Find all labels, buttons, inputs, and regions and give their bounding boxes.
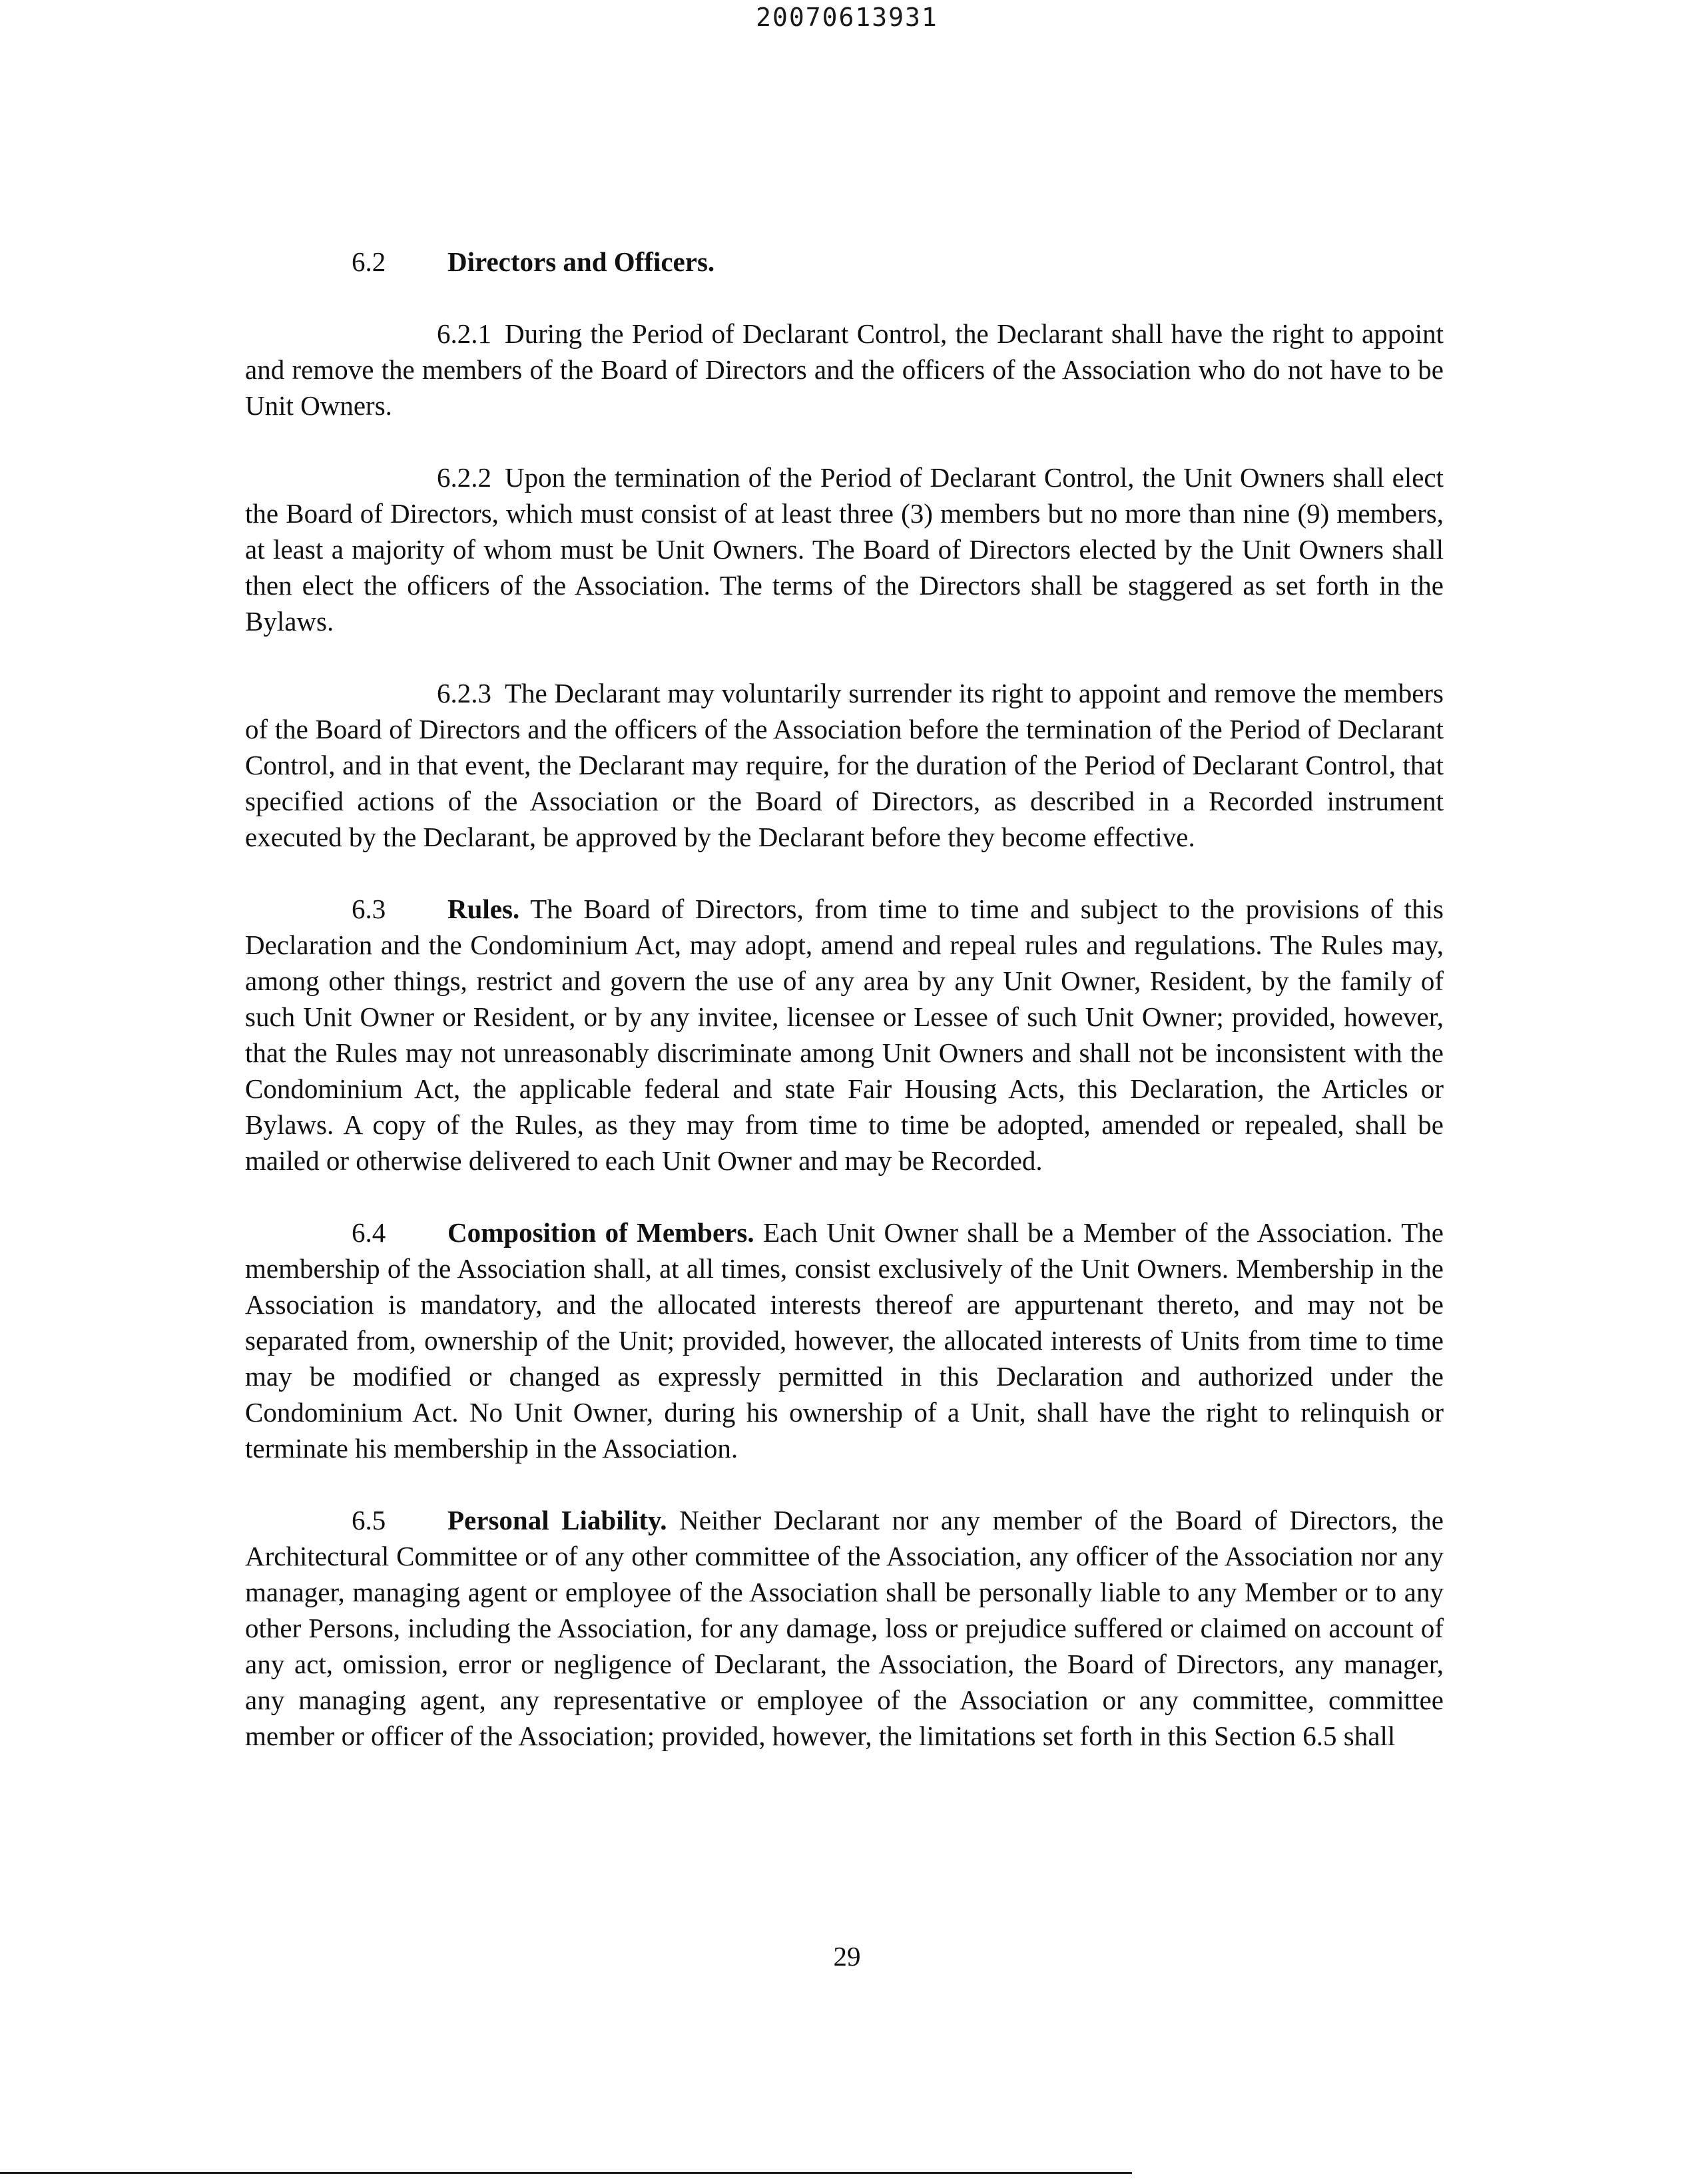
subsection-number: 6.2.2 <box>437 462 491 493</box>
section-number: 6.5 <box>352 1505 386 1535</box>
section-number: 6.3 <box>352 894 386 924</box>
section-number: 6.2 <box>352 246 386 277</box>
section-number: 6.4 <box>352 1217 386 1248</box>
subsection-text: The Declarant may voluntarily surrender its right to appoint and remove the members of the Board of Directors and the officers of the Association before the termination of the Period of Declarant Control, and in that event, the Declarant may require, for the duration of the Period of Declarant Control, that specified actions of the Association or the Board of Directors, as described in a Recorded instrument executed by the Declarant, be approved by the Declarant before they become effective. <box>245 678 1444 852</box>
section-6-3 <box>245 891 1444 1179</box>
bottom-rule <box>0 2172 1132 2174</box>
subsection-6-2-3 <box>245 675 1444 855</box>
section-6-5 <box>245 1502 1444 1754</box>
section-text: Each Unit Owner shall be a Member of the Association. The membership of the Association shall, at all times, consist exclusively of the Unit Owners. Membership in the Association is mandatory, and the allocated interests thereof are appurtenant thereto, and may not be separated from, ownership of the Unit; provided, however, the allocated interests of Units from time to time may be modified or changed as expressly permitted in this Declaration and authorized under the Condominium Act. No Unit Owner, during his ownership of a Unit, shall have the right to relinquish or terminate his membership in the Association. <box>245 1217 1444 1464</box>
subsection-text: Upon the termination of the Period of Declarant Control, the Unit Owners shall elect the Board of Directors, which must consist of at least three (3) members but no more than nine (9) members, at least a majority of whom must be Unit Owners. The Board of Directors elected by the Unit Owners shall then elect the officers of the Association. The terms of the Directors shall be staggered as set forth in the Bylaws. <box>245 462 1444 637</box>
section-text: The Board of Directors, from time to time and subject to the provisions of this Declaration and the Condominium Act, may adopt, amend and repeal rules and regulations. The Rules may, among other things, restrict and govern the use of any area by any Unit Owner, Resident, by the family of such Unit Owner or Resident, or by any invitee, licensee or Lessee of such Unit Owner; provided, however, that the Rules may not unreasonably discriminate among Unit Owners and shall not be inconsistent with the Condominium Act, the applicable federal and state Fair Housing Acts, this Declaration, the Articles or Bylaws. A copy of the Rules, as they may from time to time be adopted, amended or repealed, shall be mailed or otherwise delivered to each Unit Owner and may be Recorded. <box>245 894 1444 1176</box>
section-text: Neither Declarant nor any member of the Board of Directors, the Architectural Committee or of any other committee of the Association, any officer of the Association nor any manager, managing agent or employee of the Association shall be personally liable to any Member or to any other Persons, including the Association, for any damage, loss or prejudice suffered or claimed on account of any act, omission, error or negligence of Declarant, the Association, the Board of Directors, any manager, any managing agent, any representative or employee of the Association or any committee, committee member or officer of the Association; provided, however, the limitations set forth in this Section 6.5 shall <box>245 1505 1444 1751</box>
subsection-number: 6.2.3 <box>437 678 491 708</box>
section-title: Composition of Members. <box>447 1217 754 1248</box>
section-heading-6-2 <box>245 244 1444 280</box>
subsection-text: During the Period of Declarant Control, the Declarant shall have the right to appoint and remove the members of the Board of Directors and the officers of the Association who do not have to be Unit Owners. <box>245 318 1444 421</box>
page-number: 29 <box>833 1941 861 1972</box>
subsection-6-2-1 <box>245 316 1444 423</box>
document-body <box>245 244 1444 1790</box>
section-title: Rules. <box>447 894 520 924</box>
subsection-number: 6.2.1 <box>437 318 491 349</box>
section-6-4 <box>245 1215 1444 1466</box>
subsection-6-2-2 <box>245 459 1444 639</box>
section-title: Directors and Officers. <box>447 246 715 277</box>
section-title: Personal Liability. <box>447 1505 667 1535</box>
document-number: 20070613931 <box>756 3 938 32</box>
